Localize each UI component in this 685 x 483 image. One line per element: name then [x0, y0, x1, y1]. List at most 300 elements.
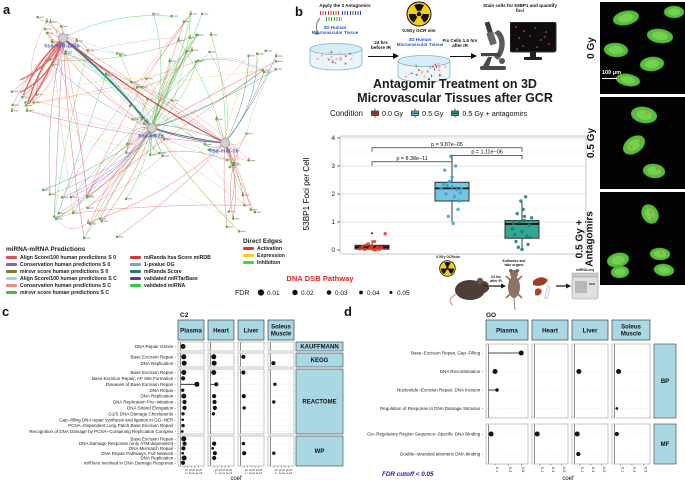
legend-swatch — [6, 263, 17, 265]
jitter-point — [518, 220, 521, 223]
pathway-dot — [181, 344, 186, 349]
pathway-dot — [212, 412, 215, 415]
legend-swatch — [130, 270, 141, 272]
pathway-row-label: DNA Replication - — [140, 393, 176, 399]
pathway-dot — [181, 418, 184, 421]
svg-text:Muscle: Muscle — [270, 331, 292, 338]
tissue-label-1 — [298, 25, 372, 35]
svg-text:0.3: 0.3 — [550, 467, 555, 473]
group-strip-label: WP — [314, 449, 325, 456]
legend-label: Conservation human predictions S C — [20, 282, 112, 289]
panel-c-label: c — [2, 304, 10, 319]
svg-text:3: 3 — [331, 163, 335, 171]
antagomir-dashes-1 — [320, 11, 340, 15]
svg-text:take organs: take organs — [504, 263, 524, 267]
pathway-dot — [211, 370, 216, 375]
pathway-dot — [214, 382, 218, 386]
pathway-dot — [181, 452, 184, 455]
pathway-dot — [575, 432, 580, 437]
jitter-point — [443, 169, 446, 172]
pathway-dot — [242, 394, 246, 398]
pathway-row-label: Gap−filling DNA repair synthesis and ligation in GG−NER - — [59, 417, 176, 423]
jitter-point — [452, 222, 455, 225]
svg-text:0.3: 0.3 — [281, 469, 286, 475]
p-value: p = 8.38e−11 — [396, 156, 428, 162]
pathway-row-label: miRNAs Involved in DNA Damage Response - — [83, 460, 176, 466]
facet-header: Liver — [582, 327, 598, 335]
pathway-dot — [273, 383, 276, 386]
pathway-row-label: Nucleotide−Excision Repair, DNA Incision - — [397, 387, 483, 393]
legend-swatch — [243, 247, 254, 249]
legend-label: 1-pvalue OG — [144, 261, 175, 268]
condition-key-label: 0.0 Gy — [381, 108, 404, 118]
group-strip-label: KAUFFMANN — [300, 344, 339, 351]
svg-text:Soleus: Soleus — [271, 324, 291, 331]
boxplot-title-line2: Microvascular Tissues after GCR — [357, 91, 553, 105]
jitter-point — [514, 240, 517, 243]
pathway-dot — [576, 452, 580, 456]
direct-edges-title: Direct Edges — [243, 238, 283, 245]
53bp1-focus — [650, 211, 652, 213]
dotplot-title: C2 — [180, 312, 189, 319]
pathway-row-label: Base Excision Repair, AP Site Formation - — [92, 376, 176, 381]
jitter-point — [522, 208, 525, 211]
legend-swatch — [6, 291, 17, 293]
organs-icon — [533, 277, 550, 299]
facet-header: Liver — [243, 327, 259, 335]
svg-text:0.2: 0.2 — [277, 469, 282, 475]
pathway-dot — [181, 354, 186, 359]
pathway-dot — [181, 412, 184, 415]
svg-text:2: 2 — [331, 191, 335, 199]
pathway-row-label: DNA Repair Pathways, Full Network - — [101, 450, 176, 456]
legend-row — [130, 254, 211, 261]
pathway-dot — [241, 355, 245, 359]
legend-row — [6, 254, 117, 261]
fdr-size-legend — [233, 284, 428, 300]
svg-text:0.02: 0.02 — [301, 290, 314, 297]
legend-swatch — [130, 277, 141, 279]
pathway-dot — [182, 442, 186, 446]
svg-text:0.3: 0.3 — [590, 467, 595, 473]
network-legend-title: miRNA-mRNA Predictions — [6, 246, 86, 253]
jitter-point — [526, 243, 529, 246]
svg-text:0.2: 0.2 — [187, 469, 192, 475]
condition-legend — [330, 108, 586, 118]
legend-row — [130, 282, 211, 289]
53bp1-focus — [651, 217, 653, 219]
svg-text:miRNA-seq: miRNA-seq — [575, 268, 595, 272]
facet-header: Plasma — [180, 327, 202, 335]
svg-text:4: 4 — [331, 135, 335, 143]
svg-text:0.5: 0.5 — [561, 467, 566, 473]
legend-label: miRanda hsa Score miRDB — [144, 254, 211, 261]
jitter-point — [460, 187, 463, 190]
pathway-row-label: Double−stranded telomeric DNA binding - — [400, 451, 483, 457]
legend-label: validated miRTarBase — [144, 275, 198, 282]
svg-text:0.1: 0.1 — [244, 469, 249, 475]
panel-b-label: b — [295, 4, 303, 19]
jitter-point — [519, 199, 522, 202]
svg-text:0.3: 0.3 — [221, 469, 226, 475]
fdr-dot — [258, 289, 264, 295]
pathway-row-label: Base Excision Repair - — [130, 370, 176, 376]
svg-text:0.03: 0.03 — [335, 290, 348, 297]
condition-key-label: 0.5 Gy — [422, 108, 444, 118]
pathway-row-label: Cis−Regulatory Region Sequence−Specific DNA Binding - — [367, 431, 483, 437]
pathway-dot — [213, 451, 217, 455]
jitter-point — [511, 227, 514, 230]
legend-swatch — [6, 270, 17, 272]
jitter-point — [380, 246, 383, 249]
svg-text:0.1: 0.1 — [214, 469, 219, 475]
fdr-dot — [390, 291, 393, 294]
pathway-dot — [181, 461, 185, 465]
go-dotplot — [340, 306, 685, 483]
svg-text:Muscle: Muscle — [620, 331, 642, 338]
sequencer-icon — [572, 273, 598, 299]
jitter-point — [520, 230, 523, 233]
legend-label: Conservation human predictions S 0 — [20, 261, 111, 268]
p-value: p = 9.87e−05 — [431, 142, 463, 148]
jitter-point — [456, 208, 459, 211]
fdr-dot — [327, 290, 332, 295]
pathway-dot — [495, 388, 498, 391]
legend-label: mirsvr score human predictions S 0 — [20, 268, 109, 275]
svg-text:0.5: 0.5 — [258, 469, 263, 475]
pathway-dot — [272, 400, 275, 403]
group-strip-label: MF — [660, 442, 670, 449]
jitter-point — [520, 248, 523, 251]
jitter-point — [364, 243, 367, 246]
condition-legend-label: Condition — [330, 108, 363, 118]
pathway-dot — [182, 361, 187, 366]
dna-dsb-pathway-title: DNA DSB Pathway — [286, 274, 354, 283]
jitter-point — [525, 234, 528, 237]
pathway-row-label: Base−Excision Repair, Gap−Filling - — [410, 350, 483, 356]
pathway-dot — [212, 394, 216, 398]
svg-text:24 hrs: 24 hrs — [491, 275, 501, 279]
svg-text:0.1: 0.1 — [274, 469, 279, 475]
dotplot-title: GO — [486, 312, 497, 319]
facet-header: Heart — [213, 327, 229, 335]
micrograph-label-0gy: 0 Gy — [585, 37, 597, 59]
53bp1-boxplot — [298, 120, 588, 268]
panel-d-label: d — [344, 304, 352, 319]
svg-text:0.5: 0.5 — [198, 469, 203, 475]
boxplot-title-line1: Antagomir Treatment on 3D — [373, 77, 537, 91]
mirna-mrna-network — [8, 10, 308, 246]
p-value: p = 1.11e−06 — [471, 149, 503, 156]
facet-header: Plasma — [496, 327, 518, 335]
svg-text:0.4: 0.4 — [285, 469, 290, 475]
legend-row — [6, 289, 117, 296]
svg-text:0.3: 0.3 — [191, 469, 196, 475]
condition-key — [450, 108, 527, 118]
svg-text:0.01: 0.01 — [267, 290, 280, 297]
53bp1-focus — [639, 142, 641, 144]
pathway-dot — [493, 369, 498, 374]
pathway-dot — [181, 394, 186, 399]
pathway-dot — [271, 361, 275, 365]
jitter-point — [512, 222, 515, 225]
53bp1-focus — [646, 112, 648, 114]
mouse-icon — [450, 278, 489, 305]
svg-text:FDR: FDR — [235, 290, 250, 297]
jitter-point — [523, 215, 526, 218]
jitter-point — [513, 233, 516, 236]
pathway-row-label: DNA Replication - — [140, 360, 176, 366]
pathway-dot — [616, 369, 621, 374]
boxplot-title — [328, 77, 582, 105]
pathway-dot — [576, 369, 581, 374]
pathway-dot — [181, 430, 184, 433]
micrograph-0gy — [600, 2, 685, 94]
pathway-dot — [211, 354, 216, 359]
svg-text:0.4: 0.4 — [255, 469, 260, 475]
jitter-point — [373, 240, 376, 243]
supine-mouse-icon — [506, 269, 522, 310]
legend-swatch — [6, 256, 17, 258]
jitter-point — [450, 176, 453, 179]
svg-text:0.4: 0.4 — [225, 469, 230, 475]
pathway-dot — [212, 400, 216, 404]
pathway-dot — [181, 436, 186, 441]
pathway-dot — [489, 432, 494, 437]
box — [435, 182, 469, 201]
arrow1-line2: before IR — [371, 45, 391, 51]
jitter-point — [524, 195, 527, 198]
pathway-row-label: Base Excision Repair - — [130, 436, 176, 442]
legend-label: Inhibition — [257, 259, 281, 266]
radiation-icon-small — [440, 261, 456, 277]
pathway-row-label: DNA Damage Response (only ATM dependent) - — [79, 441, 176, 447]
antagomir-dashes-2 — [342, 11, 362, 15]
tissue-label-2-line2: Microvascular Tissue — [396, 42, 444, 48]
legend-swatch — [243, 254, 254, 256]
legend-label: miRanda Score — [144, 268, 182, 275]
jitter-point — [453, 195, 456, 198]
legend-label: validated miRNA — [144, 282, 186, 289]
fdr-note: FDR cutoff < 0.05 — [382, 471, 434, 478]
x-axis-label: coef — [230, 476, 242, 482]
arrow2-line2: after IR — [452, 43, 468, 49]
micrograph-05gy — [600, 97, 685, 189]
hub-label: hsa-miR-125b — [44, 43, 80, 50]
pathway-dot — [194, 382, 199, 387]
mouse-experiment-flow — [428, 252, 610, 314]
direct-edges-legend — [243, 238, 285, 266]
legend-row — [130, 275, 211, 282]
legend-label: Expression — [257, 252, 285, 259]
svg-text:0.5Gy GCRsim: 0.5Gy GCRsim — [436, 255, 460, 259]
jitter-point — [459, 191, 462, 194]
legend-row — [243, 259, 285, 266]
legend-row — [243, 245, 285, 252]
53bp1-focus — [630, 146, 632, 148]
svg-text:0.5: 0.5 — [601, 467, 606, 473]
svg-text:0.1: 0.1 — [184, 469, 189, 475]
network-legend-col1 — [6, 254, 117, 296]
legend-label: Align Score/100 human predictions S 0 — [20, 254, 116, 261]
svg-text:Soleus: Soleus — [621, 324, 641, 331]
jitter-point — [440, 187, 443, 190]
svg-text:0.3: 0.3 — [508, 467, 513, 473]
jitter-point — [458, 199, 461, 202]
svg-text:0.5: 0.5 — [643, 467, 648, 473]
jitter-point — [384, 232, 387, 235]
micrograph-label-05gy: 0.5 Gy — [585, 127, 597, 159]
pathway-dot — [181, 370, 186, 375]
radiation-icon — [406, 1, 432, 27]
jitter-point — [450, 185, 453, 188]
stain-label: Stain cells for 53BP1 and quantify foci — [482, 3, 558, 14]
group-strip-label: KEGG — [310, 358, 329, 365]
pathway-row-label: DNA Replication - — [140, 455, 176, 461]
legend-swatch — [243, 261, 254, 263]
pathway-row-label: Base Excision Repair - — [130, 354, 176, 360]
svg-text:0.4: 0.4 — [195, 469, 200, 475]
c2-dotplot — [0, 306, 350, 483]
legend-swatch — [6, 284, 17, 286]
facet-header: Heart — [542, 327, 558, 335]
arrow1-icon — [368, 56, 394, 57]
condition-key — [370, 108, 403, 118]
pathway-dot — [181, 376, 185, 380]
arrow1-line1: 24 hrs — [374, 40, 388, 45]
pathway-row-label: DNA Replication Pre−Initiation - — [112, 399, 176, 405]
arrow2-icon — [450, 56, 472, 57]
legend-swatch — [6, 277, 17, 279]
svg-text:0.1: 0.1 — [495, 467, 500, 473]
group-strip-label: REACTOME — [302, 399, 337, 406]
jitter-point — [444, 192, 447, 195]
pathway-row-label: DNA Strand Elongation - — [126, 405, 176, 411]
jitter-point — [530, 216, 533, 219]
svg-text:1: 1 — [331, 219, 335, 227]
legend-row — [6, 268, 117, 275]
tissue-label-1-line1: 3D Human — [323, 25, 347, 30]
legend-swatch — [130, 256, 141, 258]
svg-text:0.3: 0.3 — [631, 467, 636, 473]
panel-a-label: a — [3, 2, 11, 17]
jitter-point — [446, 184, 449, 187]
pathway-dot — [212, 456, 216, 460]
pathway-dot — [241, 370, 245, 374]
svg-text:after IR: after IR — [490, 279, 502, 283]
scale-bar-label: 100 μm — [602, 70, 621, 76]
arrow2-line1: Fix Cells 1.5 hrs — [442, 38, 478, 43]
tissue-dish-icon-1 — [308, 40, 364, 72]
fdr-dot — [359, 291, 363, 295]
jitter-point — [361, 245, 364, 248]
pathway-dot — [181, 446, 185, 450]
53bp1-focus — [660, 252, 662, 254]
pathway-row-label: Diseases of Base Excision Repair - — [105, 381, 176, 387]
pathway-row-label: Recognition of DNA Damage by PCNA−Containing Replication Complex - — [29, 429, 176, 435]
hub-label: hsa-miR-16 — [209, 148, 239, 155]
scale-bar — [602, 78, 617, 79]
monitor-icon — [510, 22, 560, 66]
network-legend-col2 — [130, 254, 211, 289]
legend-swatch — [130, 284, 141, 286]
jitter-point — [447, 215, 450, 218]
pathway-row-label: G1/S DNA Damage Checkpoints - — [108, 411, 176, 417]
pathway-row-label: Regulation of Response to DNA Damage Stimulus - — [379, 406, 483, 412]
jitter-point — [516, 212, 519, 215]
svg-text:0.04: 0.04 — [367, 290, 380, 297]
jitter-point — [363, 248, 366, 251]
jitter-point — [523, 219, 526, 222]
svg-text:0.1: 0.1 — [579, 467, 584, 473]
network-legend — [6, 246, 126, 253]
pathway-row-label: DNA Recombination - — [439, 369, 483, 375]
pathway-row-label: PCNA−Dependent Long Patch Base Excision Repair - — [68, 423, 176, 429]
pathway-dot — [213, 406, 217, 410]
apply-antagomirs-label: Apply the 3 Antagomirs — [319, 3, 371, 8]
svg-text:0.2: 0.2 — [217, 469, 222, 475]
jitter-point — [455, 188, 458, 191]
svg-text:0.2: 0.2 — [247, 469, 252, 475]
pathway-dot — [212, 361, 217, 366]
pathway-dot — [242, 442, 245, 445]
group-strip-label: BP — [660, 379, 670, 386]
jitter-point — [369, 246, 372, 249]
micrograph-05gy-antagomirs — [600, 192, 685, 285]
pathway-dot — [182, 406, 186, 410]
pathway-dot — [182, 456, 187, 461]
pathway-dot — [181, 389, 184, 392]
pathway-row-label: DNA Mismatch Repair - — [128, 446, 176, 451]
y-axis-label: 53BP1 Foci per Cell — [302, 157, 311, 231]
legend-row — [6, 275, 117, 282]
svg-text:0.1: 0.1 — [539, 467, 544, 473]
legend-row — [130, 261, 211, 268]
pathway-row-label: DNA Repair - — [149, 387, 176, 393]
jitter-point — [528, 223, 531, 226]
pathway-dot — [211, 447, 214, 450]
fdr-dot — [292, 290, 297, 295]
svg-text:0.5: 0.5 — [288, 469, 293, 475]
x-axis-label: coef — [562, 476, 574, 482]
legend-row — [6, 282, 117, 289]
svg-text:0.05: 0.05 — [397, 290, 410, 297]
legend-row — [6, 261, 117, 268]
dose-label: 0.5Gy GCR sim — [402, 28, 436, 33]
tissue-label-1-line2: Microvascular Tissue — [311, 30, 359, 36]
pathway-row-label: DNA Repair Genes - — [134, 344, 176, 350]
pathway-dot — [242, 451, 246, 455]
jitter-point — [454, 164, 457, 167]
tissue-label-2-line1: 3D Human — [408, 37, 432, 42]
condition-key-label: 0.5 Gy + antagomirs — [462, 108, 528, 118]
jitter-point — [448, 180, 451, 183]
pathway-dot — [242, 406, 245, 409]
legend-row — [243, 252, 285, 259]
legend-row — [130, 268, 211, 275]
svg-text:0.1: 0.1 — [620, 467, 625, 473]
pathway-dot — [615, 432, 619, 436]
micrograph-label3-line2: Antagomirs — [584, 210, 595, 267]
jitter-point — [529, 236, 532, 239]
condition-key — [410, 108, 443, 118]
pathway-dot — [181, 424, 184, 427]
microscope-icon — [474, 20, 510, 72]
micrograph-label3-line1: 0.5 Gy + — [573, 219, 585, 258]
legend-label: Align Score/100 human predictions S C — [20, 275, 117, 282]
svg-text:0.5: 0.5 — [521, 467, 526, 473]
legend-label: Activation — [257, 245, 283, 252]
